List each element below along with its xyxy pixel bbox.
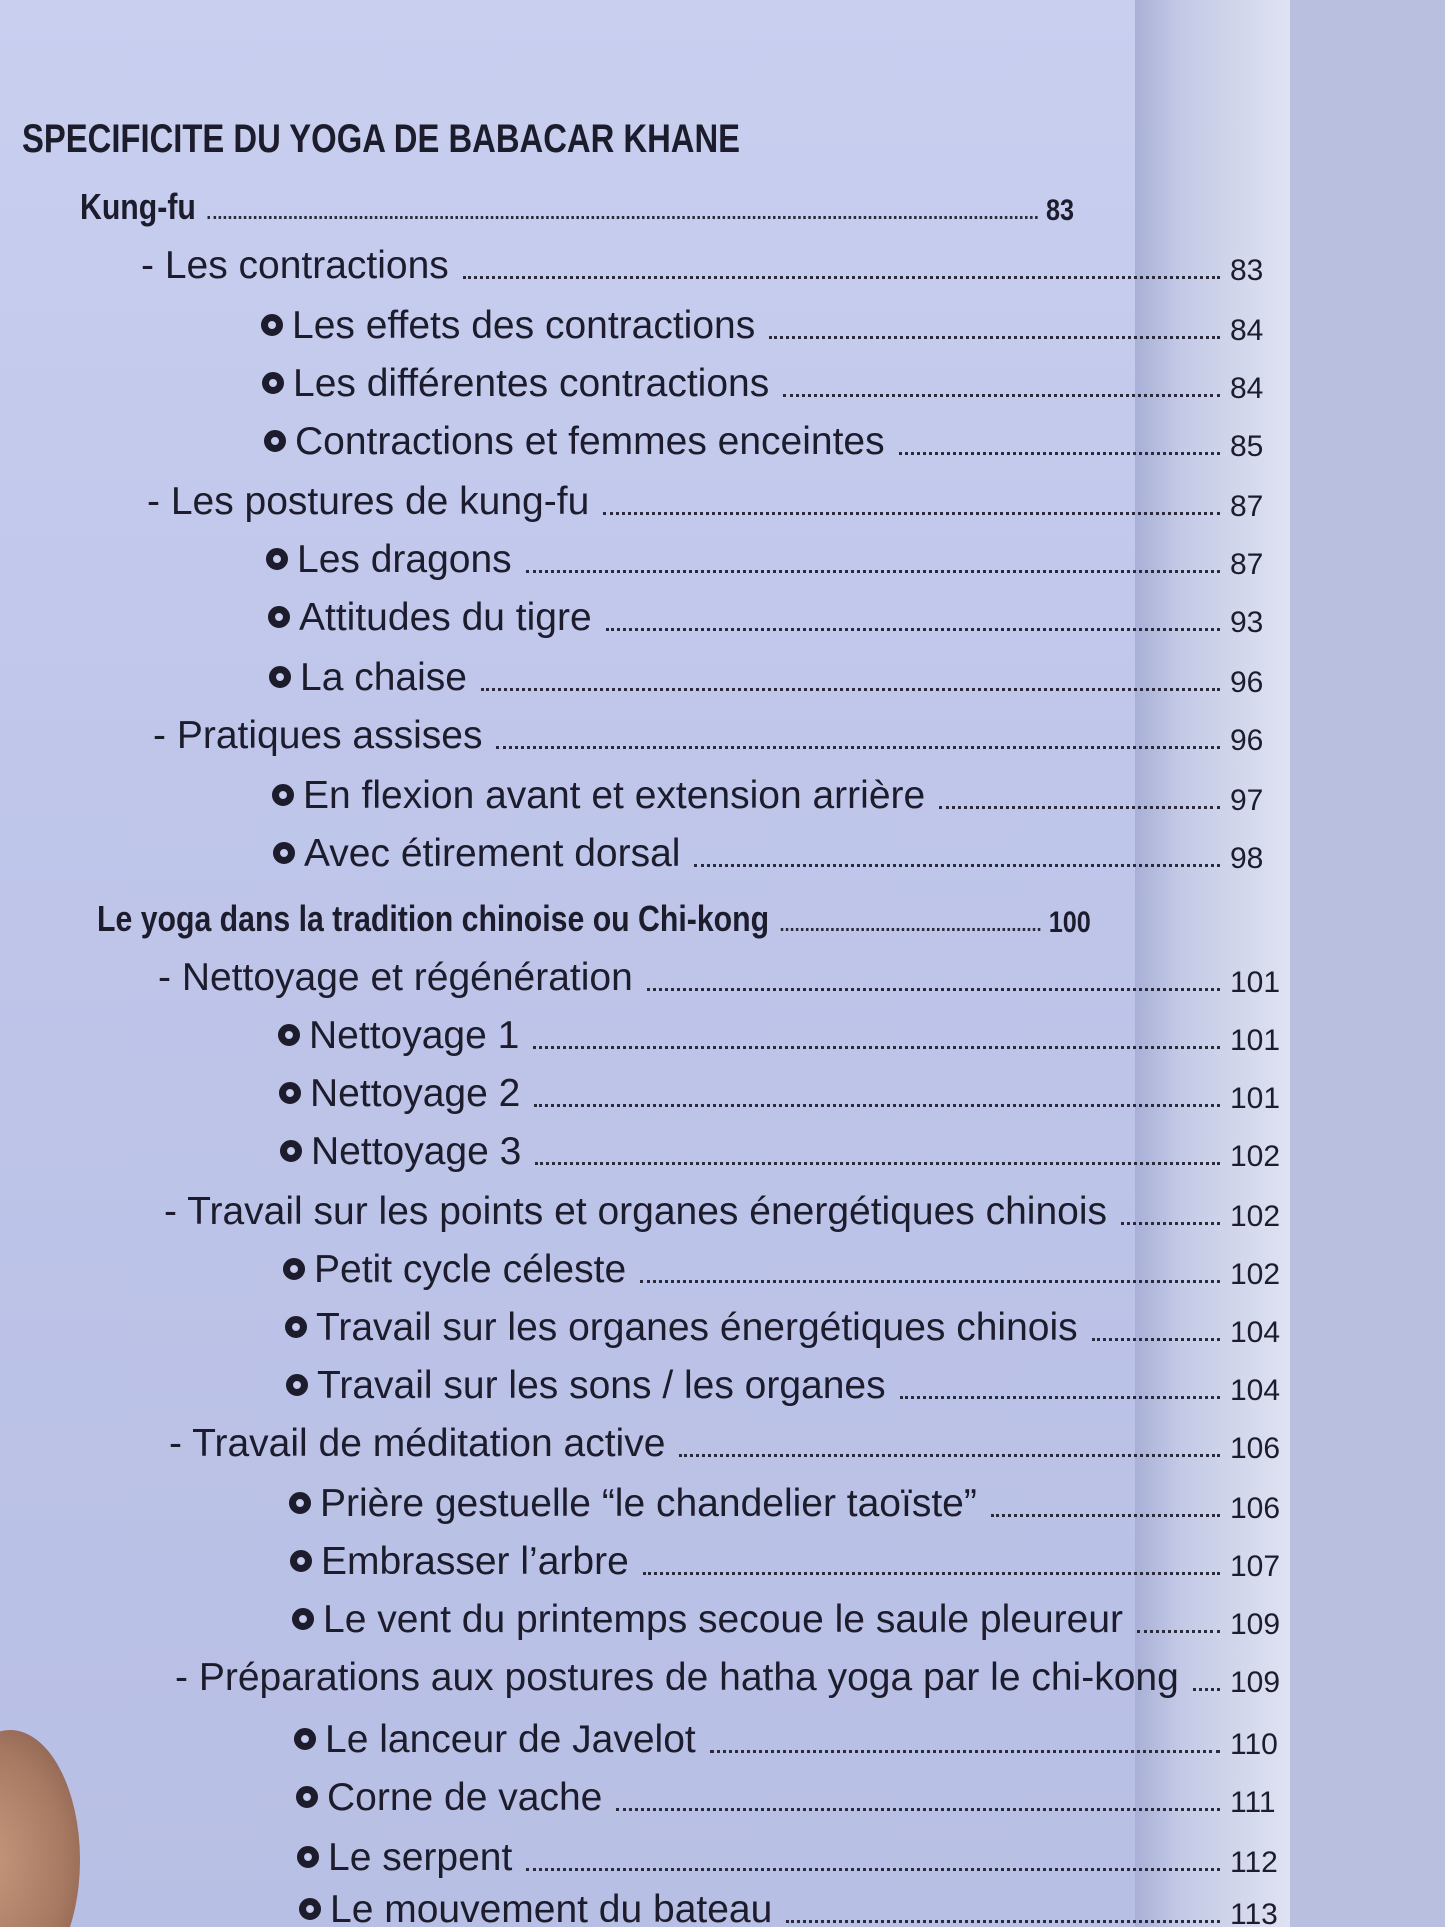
toc-entry-label <box>278 1014 519 1058</box>
toc-entry-label <box>158 956 633 1000</box>
toc-entry-page: 112 <box>1230 1846 1278 1879</box>
toc-entry[interactable] <box>97 890 1101 940</box>
toc-entry-label <box>290 1540 629 1584</box>
toc-entry[interactable] <box>80 178 1098 228</box>
dot-leader <box>643 1572 1220 1575</box>
dot-leader <box>899 452 1220 455</box>
toc-entry-page: 102 <box>1230 1200 1281 1233</box>
toc-entry-label <box>279 1072 520 1116</box>
toc-entry[interactable] <box>175 1650 1290 1700</box>
toc-entry-page: 101 <box>1230 1024 1281 1057</box>
toc-entry-label <box>268 596 592 640</box>
dot-leader <box>781 928 1040 931</box>
bullet-icon <box>273 842 295 864</box>
toc-entry-label <box>266 538 512 582</box>
toc-entry[interactable] <box>153 708 1290 758</box>
dot-leader <box>208 216 1038 219</box>
toc-entry-label <box>292 1598 1123 1642</box>
toc-entry[interactable] <box>283 1242 1290 1292</box>
bullet-icon <box>289 1492 311 1514</box>
toc-entry-label <box>280 1130 521 1174</box>
bullet-icon <box>296 1786 318 1808</box>
bullet-icon <box>292 1608 314 1630</box>
toc-entry-page: 87 <box>1230 490 1264 523</box>
toc-entry[interactable] <box>292 1592 1290 1642</box>
toc-entry-text: - Les postures de kung-fu <box>147 480 590 523</box>
toc-entry-page: 106 <box>1230 1492 1281 1525</box>
toc-entry-page: 107 <box>1230 1550 1281 1583</box>
toc-entry-label <box>262 362 769 406</box>
toc-entry[interactable] <box>297 1830 1290 1880</box>
toc-entry-page: 102 <box>1230 1258 1281 1291</box>
dot-leader <box>606 628 1220 631</box>
toc-entry-label <box>297 1836 512 1880</box>
toc-entry-label <box>175 1656 1179 1700</box>
dot-leader <box>783 394 1220 397</box>
toc-entry-label <box>169 1422 665 1466</box>
toc-entry-page: 109 <box>1230 1666 1281 1699</box>
toc-entry-page: 101 <box>1230 966 1281 999</box>
toc-entry-text: Le yoga dans la tradition chinoise ou Chi-kong <box>97 898 770 939</box>
bullet-icon <box>261 314 283 336</box>
toc-entry-page: 85 <box>1230 430 1264 463</box>
toc-entry-label <box>283 1248 626 1292</box>
dot-leader <box>526 1868 1220 1871</box>
toc-entry-page: 113 <box>1230 1898 1278 1927</box>
toc-entry-text: Kung-fu <box>80 186 196 227</box>
toc-entry-text: - Nettoyage et régénération <box>158 956 633 999</box>
bullet-icon <box>294 1728 316 1750</box>
toc-entry-text: - Préparations aux postures de hatha yoga par le chi-kong <box>175 1656 1179 1699</box>
toc-entry[interactable] <box>269 650 1290 700</box>
bullet-icon <box>283 1258 305 1280</box>
dot-leader <box>640 1280 1220 1283</box>
toc-entry-label <box>153 714 482 758</box>
bullet-icon <box>264 430 286 452</box>
toc-entry[interactable] <box>296 1770 1290 1820</box>
dot-leader <box>481 688 1220 691</box>
toc-entry[interactable] <box>279 1066 1290 1116</box>
toc-entry-label <box>261 304 755 348</box>
toc-entry-page: 100 <box>1048 906 1091 939</box>
toc-entry[interactable] <box>285 1300 1290 1350</box>
dot-leader <box>463 276 1220 279</box>
dot-leader <box>1193 1688 1220 1691</box>
toc-entry-text: Petit cycle céleste <box>314 1248 627 1291</box>
toc-entry-page: 104 <box>1230 1374 1281 1407</box>
bullet-icon <box>269 666 291 688</box>
toc-entry-text: - Pratiques assises <box>153 714 483 757</box>
toc-entry-page: 96 <box>1230 724 1264 757</box>
bullet-icon <box>262 372 284 394</box>
toc-entry-label <box>286 1364 886 1408</box>
toc-entry-text: En flexion avant et extension arrière <box>303 774 926 817</box>
toc-entry[interactable] <box>141 238 1290 288</box>
dot-leader <box>1092 1338 1220 1341</box>
dot-leader <box>647 988 1220 991</box>
toc-entry[interactable] <box>289 1476 1290 1526</box>
toc-entry-text: La chaise <box>300 656 467 699</box>
toc-entry-page: 109 <box>1230 1608 1281 1641</box>
bullet-icon <box>280 1140 302 1162</box>
toc-entry-page: 83 <box>1046 194 1075 227</box>
toc-entry[interactable] <box>264 414 1290 464</box>
toc-entry-label <box>164 1190 1107 1234</box>
toc-entry-text: - Travail sur les points et organes énergétiques chinois <box>164 1190 1108 1233</box>
toc-entry-text: Les dragons <box>297 538 512 581</box>
toc-entry-label <box>289 1482 977 1526</box>
dot-leader <box>526 570 1220 573</box>
toc-entry[interactable] <box>147 474 1290 524</box>
toc-entry-text: Nettoyage 1 <box>309 1014 520 1057</box>
toc-entry-text: Nettoyage 2 <box>310 1072 521 1115</box>
toc-entry-text: Attitudes du tigre <box>299 596 592 639</box>
bullet-icon <box>272 784 294 806</box>
toc-entry-page: 104 <box>1230 1316 1281 1349</box>
toc-entry-text: Travail sur les organes énergétiques chinois <box>316 1306 1078 1349</box>
toc-entry-page: 87 <box>1230 548 1264 581</box>
toc-entry[interactable] <box>280 1124 1290 1174</box>
bullet-icon <box>285 1316 307 1338</box>
toc-entry-text: Embrasser l’arbre <box>321 1540 629 1583</box>
toc-entry[interactable] <box>268 590 1290 640</box>
toc-entry[interactable] <box>294 1712 1290 1762</box>
toc-entry-label <box>272 774 925 818</box>
toc-entry-page: 98 <box>1230 842 1264 875</box>
dot-leader <box>786 1920 1220 1923</box>
bullet-icon <box>278 1024 300 1046</box>
toc-entry-page: 93 <box>1230 606 1264 639</box>
dot-leader <box>769 336 1220 339</box>
toc-entry-page: 84 <box>1230 372 1264 405</box>
dot-leader <box>603 512 1220 515</box>
toc-entry-page: 102 <box>1230 1140 1281 1173</box>
toc-entry-page: 110 <box>1230 1728 1278 1761</box>
toc-entry-label <box>299 1888 772 1927</box>
toc-entry-page: 106 <box>1230 1432 1281 1465</box>
toc-entry[interactable] <box>164 1184 1290 1234</box>
toc-entry-page: 101 <box>1230 1082 1281 1115</box>
toc-entry-label <box>147 480 589 524</box>
dot-leader <box>900 1396 1220 1399</box>
bullet-icon <box>290 1550 312 1572</box>
dot-leader <box>710 1750 1220 1753</box>
dot-leader <box>616 1808 1220 1811</box>
toc-entry-text: Le vent du printemps secoue le saule pleureur <box>323 1598 1123 1641</box>
toc-entry[interactable] <box>262 356 1290 406</box>
toc-entry-label <box>97 898 769 940</box>
toc-heading <box>22 112 1080 162</box>
dot-leader <box>679 1454 1220 1457</box>
dot-leader <box>991 1514 1220 1517</box>
toc-entry-text: Travail sur les sons / les organes <box>317 1364 886 1407</box>
toc-entry[interactable] <box>158 950 1290 1000</box>
toc-entry-text: Les différentes contractions <box>293 362 770 405</box>
toc-entry-label <box>285 1306 1078 1350</box>
dot-leader <box>1137 1630 1220 1633</box>
dot-leader <box>535 1162 1220 1165</box>
toc-entry-page: 111 <box>1230 1786 1276 1819</box>
toc-entry-text: Corne de vache <box>327 1776 603 1819</box>
toc-entry-text: Le serpent <box>328 1836 513 1879</box>
toc-entry-text: - Les contractions <box>141 244 449 287</box>
toc-entry[interactable] <box>169 1416 1290 1466</box>
toc-entry-label <box>273 832 680 876</box>
toc-entry-label <box>141 244 449 288</box>
toc-entry[interactable] <box>266 532 1290 582</box>
dot-leader <box>496 746 1220 749</box>
bullet-icon <box>268 606 290 628</box>
bullet-icon <box>266 548 288 570</box>
toc-entry-page: 97 <box>1230 784 1264 817</box>
toc-entry[interactable] <box>278 1008 1290 1058</box>
dot-leader <box>533 1046 1220 1049</box>
toc-entry-text: Le lanceur de Javelot <box>325 1718 696 1761</box>
bullet-icon <box>297 1846 319 1868</box>
bullet-icon <box>286 1374 308 1396</box>
dot-leader <box>694 864 1220 867</box>
toc-entry-page: 96 <box>1230 666 1264 699</box>
bullet-icon <box>299 1898 321 1920</box>
toc-entry-text: Nettoyage 3 <box>311 1130 522 1173</box>
dot-leader <box>534 1104 1220 1107</box>
dot-leader <box>1121 1222 1220 1225</box>
bullet-icon <box>279 1082 301 1104</box>
toc-entry-page: 84 <box>1230 314 1264 347</box>
toc-entry-label <box>80 186 196 228</box>
toc-heading-label: SPECIFICITE DU YOGA DE BABACAR KHANE <box>22 117 741 161</box>
toc-entry[interactable] <box>290 1534 1290 1584</box>
toc-entry[interactable] <box>272 768 1290 818</box>
toc-entry-text: Prière gestuelle “le chandelier taoïste” <box>320 1482 977 1525</box>
toc-entry-text: Les effets des contractions <box>292 304 756 347</box>
toc-entry-label <box>294 1718 696 1762</box>
toc-entry-text: Le mouvement du bateau <box>330 1888 773 1927</box>
toc-entry-label <box>269 656 467 700</box>
toc-entry-text: Contractions et femmes enceintes <box>295 420 885 463</box>
toc-entry[interactable] <box>299 1882 1290 1927</box>
toc-entry[interactable] <box>286 1358 1290 1408</box>
toc-entry-label <box>296 1776 602 1820</box>
toc-entry[interactable] <box>261 298 1290 348</box>
toc-entry-text: Avec étirement dorsal <box>304 832 681 875</box>
toc-entry-text: - Travail de méditation active <box>169 1422 666 1465</box>
dot-leader <box>939 806 1220 809</box>
toc-entry-page: 83 <box>1230 254 1264 287</box>
toc-entry-label <box>264 420 885 464</box>
toc-entry[interactable] <box>273 826 1290 876</box>
